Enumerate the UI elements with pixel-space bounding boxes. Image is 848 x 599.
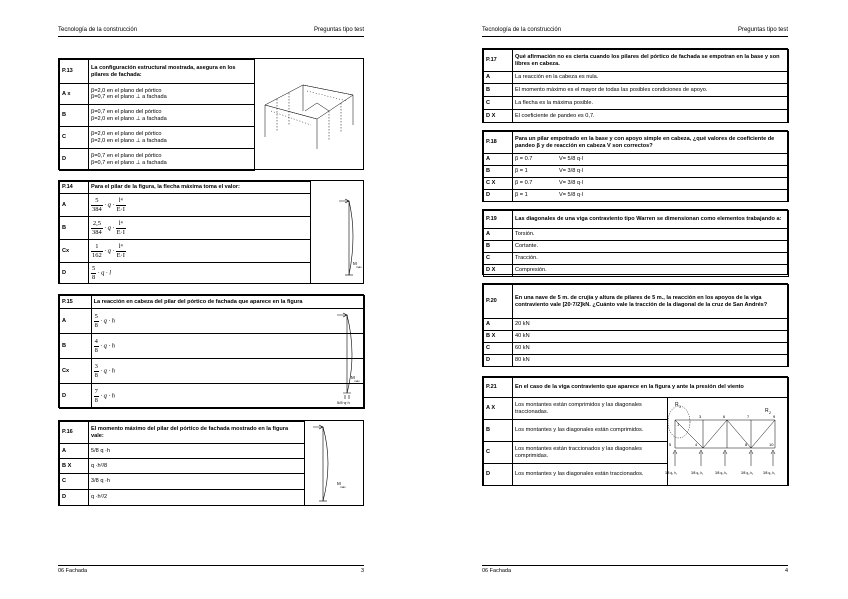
question-number: P.20 bbox=[484, 285, 513, 319]
question-p21 bbox=[482, 376, 788, 486]
svg-text:3/8 q₅ h₅: 3/8 q₅ h₅ bbox=[763, 471, 776, 475]
option-key[interactable]: A bbox=[484, 154, 513, 166]
option-reaction[interactable]: V= 3/8 q·l bbox=[557, 178, 789, 190]
option-text[interactable] bbox=[89, 127, 255, 149]
option-key[interactable]: D bbox=[60, 384, 92, 409]
option-key[interactable]: A X bbox=[484, 398, 513, 420]
option-line: β=0,7 en el plano del pórtico bbox=[91, 153, 162, 160]
option-key[interactable]: C bbox=[484, 253, 513, 265]
svg-text:2: 2 bbox=[769, 411, 771, 415]
question-text: Las diagonales de una viga contraviento tipo Warren se dimensionan como elementos trabajando a: bbox=[513, 211, 789, 229]
svg-text:máx: máx bbox=[356, 265, 362, 269]
option-text[interactable]: Cortante. bbox=[513, 241, 789, 253]
option-key[interactable]: A bbox=[60, 309, 92, 334]
option-line: β=0,7 en el plano ⊥ a fachada bbox=[91, 159, 167, 166]
option-key[interactable]: B bbox=[484, 166, 513, 178]
option-formula[interactable]: $\frac{3}{8}$ · q · h bbox=[91, 359, 364, 384]
question-p16 bbox=[58, 420, 364, 506]
page-number: 3 bbox=[360, 568, 364, 574]
option-text[interactable] bbox=[89, 149, 255, 171]
question-p14 bbox=[58, 180, 364, 284]
svg-text:M: M bbox=[353, 261, 357, 266]
option-key[interactable]: B X bbox=[60, 459, 89, 474]
option-line: β=2,0 en el plano ⊥ a fachada bbox=[91, 115, 167, 122]
option-text[interactable]: Los montantes están traccionados y las diagonales comprimidas. bbox=[513, 442, 668, 464]
question-text: Qué afirmación no es cierta cuando los pilares del pórtico de fachada se empotran en la base y son libres en cabeza. bbox=[513, 50, 789, 72]
svg-text:4: 4 bbox=[695, 442, 698, 447]
option-key[interactable]: A bbox=[484, 229, 513, 241]
option-text[interactable]: La reacción en la cabeza es nula. bbox=[513, 72, 789, 84]
header-section: Preguntas tipo test bbox=[313, 27, 364, 33]
option-formula[interactable]: $\frac{7}{8}$ · q · h bbox=[91, 384, 364, 409]
option-beta[interactable]: β = 0.7 bbox=[513, 154, 558, 166]
option-key[interactable]: D bbox=[60, 263, 89, 284]
option-key[interactable]: B X bbox=[484, 331, 513, 343]
question-p13 bbox=[58, 58, 364, 170]
option-key[interactable]: C bbox=[484, 442, 513, 464]
option-line: β=2,0 en el plano del pórtico bbox=[91, 131, 162, 138]
structure-3d-figure bbox=[257, 67, 361, 151]
option-formula[interactable]: $\frac{2,5}{384}$ · q · $\frac{\text{l⁴}}{E\cdot I}$ bbox=[89, 217, 311, 240]
page-footer bbox=[482, 565, 788, 574]
option-key[interactable]: B bbox=[484, 241, 513, 253]
option-key[interactable]: D bbox=[484, 355, 513, 367]
option-beta[interactable]: β = 1 bbox=[513, 166, 558, 178]
option-key[interactable]: Cx bbox=[60, 359, 92, 384]
header-section: Preguntas tipo test bbox=[737, 27, 788, 33]
question-p20 bbox=[482, 283, 788, 367]
question-number: P.14 bbox=[60, 182, 89, 194]
question-p19 bbox=[482, 209, 788, 275]
footer-chapter: 06 Fachada bbox=[58, 568, 88, 574]
option-key[interactable]: B bbox=[60, 217, 89, 240]
option-text[interactable]: El momento máximo es el mayor de todas las posibles condiciones de apoyo. bbox=[513, 84, 789, 97]
svg-text:5: 5 bbox=[669, 442, 672, 447]
option-beta[interactable]: β = 0.7 bbox=[513, 178, 558, 190]
question-text: En el caso de la viga contraviento que aparece en la figura y ante la presión del viento bbox=[513, 378, 789, 398]
option-key[interactable]: C bbox=[60, 127, 89, 149]
option-text[interactable]: El coeficiente de pandeo es 0,7. bbox=[513, 110, 789, 123]
svg-text:3/8 q₃ h₃: 3/8 q₃ h₃ bbox=[715, 471, 728, 475]
question-number: P.21 bbox=[484, 378, 513, 398]
question-p18 bbox=[482, 130, 788, 202]
question-text: Para el pilar de la figura, la flecha máxima toma el valor: bbox=[89, 182, 311, 194]
svg-text:9: 9 bbox=[773, 414, 776, 419]
svg-text:R: R bbox=[765, 408, 769, 414]
option-text[interactable]: La flecha es la máxima posible. bbox=[513, 97, 789, 110]
svg-text:1: 1 bbox=[679, 405, 681, 409]
header-course: Tecnología de la construcción bbox=[482, 27, 562, 33]
question-number: P.13 bbox=[60, 60, 89, 84]
option-key[interactable]: A bbox=[484, 72, 513, 84]
option-key[interactable]: B bbox=[60, 105, 89, 127]
option-reaction[interactable]: V= 3/8 q·l bbox=[557, 166, 789, 178]
option-formula[interactable]: $\frac{5}{8}$ · q · l bbox=[89, 263, 311, 284]
option-formula[interactable]: $\frac{4}{8}$ · q · h bbox=[91, 334, 364, 359]
svg-text:3: 3 bbox=[699, 414, 702, 419]
option-key[interactable]: D X bbox=[484, 265, 513, 277]
option-key[interactable]: A bbox=[484, 319, 513, 331]
question-p17 bbox=[482, 48, 788, 123]
question-number: P.17 bbox=[484, 50, 513, 72]
option-text[interactable]: 40 kN bbox=[513, 331, 789, 343]
column-reaction-figure bbox=[331, 309, 363, 407]
option-formula[interactable]: $\frac{5}{384}$ · q · $\frac{\text{l⁴}}{E\cdot I}$ bbox=[89, 194, 311, 217]
svg-text:3/8 q₁ h₁: 3/8 q₁ h₁ bbox=[665, 471, 677, 475]
option-text[interactable]: Compresión. bbox=[513, 265, 789, 277]
svg-text:10: 10 bbox=[769, 442, 774, 447]
option-line: β=2,0 en el plano del pórtico bbox=[91, 87, 162, 94]
svg-text:1: 1 bbox=[677, 422, 680, 427]
svg-text:6: 6 bbox=[723, 414, 726, 419]
option-key[interactable]: B bbox=[484, 420, 513, 442]
question-text: El momento máximo del pilar del pórtico de fachada mostrado en la figura vale: bbox=[89, 422, 305, 444]
question-text: La configuración estructural mostrada, asegura en los pilares de fachada: bbox=[89, 60, 255, 84]
option-text[interactable]: 20 kN bbox=[513, 319, 789, 331]
question-number: P.16 bbox=[60, 422, 89, 444]
page-header bbox=[58, 27, 364, 37]
svg-text:R: R bbox=[675, 402, 679, 408]
question-number: P.18 bbox=[484, 132, 513, 154]
column-moment-figure bbox=[309, 423, 361, 505]
question-p15 bbox=[58, 294, 364, 408]
option-beta[interactable]: β = 1 bbox=[513, 190, 558, 202]
question-number: P.15 bbox=[60, 296, 92, 309]
option-text[interactable]: Los montantes y las diagonales están traccionados. bbox=[513, 464, 668, 486]
svg-text:máx: máx bbox=[340, 485, 346, 489]
svg-text:M: M bbox=[351, 375, 355, 380]
option-key[interactable]: A x bbox=[60, 84, 89, 105]
option-text[interactable]: Los montantes y las diagonales están comprimidos. bbox=[513, 420, 668, 442]
option-line: β=2,0 en el plano ⊥ a fachada bbox=[91, 137, 167, 144]
option-key[interactable]: D X bbox=[484, 110, 513, 123]
option-text[interactable]: Tracción. bbox=[513, 253, 789, 265]
option-line: β=0,7 en el plano del pórtico bbox=[91, 109, 162, 116]
svg-text:3/8 q₄ h₄: 3/8 q₄ h₄ bbox=[741, 471, 754, 475]
option-formula[interactable]: $\frac{5}{8}$ · q · h bbox=[91, 309, 364, 334]
option-key[interactable]: D bbox=[484, 190, 513, 202]
right-page bbox=[424, 0, 848, 599]
column-deflection-figure bbox=[335, 195, 363, 281]
page-footer bbox=[58, 565, 364, 574]
page-header bbox=[482, 27, 788, 37]
option-text[interactable]: q ·h²/2 bbox=[89, 490, 305, 506]
svg-text:M: M bbox=[337, 481, 341, 486]
option-key[interactable]: C bbox=[60, 474, 89, 490]
option-key[interactable]: A bbox=[60, 444, 89, 459]
question-text: En una nave de 5 m. de crujía y altura de pilares de 5 m., la reacción en los apoyos de la viga contraviento vale [20·7/2]kN. ¿Cuánto vale la tracción de la diagonal de la cruz de San Andrés? bbox=[513, 285, 789, 319]
option-text[interactable] bbox=[89, 105, 255, 127]
option-key[interactable]: A bbox=[60, 194, 89, 217]
option-text[interactable]: q ·h²/8 bbox=[89, 459, 305, 474]
question-text: La reacción en cabeza del pilar del pórtico de fachada que aparece en la figura bbox=[91, 296, 364, 309]
option-text[interactable] bbox=[89, 84, 255, 105]
option-key[interactable]: D bbox=[484, 464, 513, 486]
question-text: Para un pilar empotrado en la base y con apoyo simple en cabeza, ¿qué valores de coeficiente de pandeo β y de reacción en cabeza V son correctos? bbox=[513, 132, 789, 154]
option-key[interactable]: C bbox=[484, 343, 513, 355]
option-text[interactable]: Torsión. bbox=[513, 229, 789, 241]
question-number: P.19 bbox=[484, 211, 513, 229]
svg-text:máx: máx bbox=[354, 379, 360, 383]
option-text[interactable]: 60 kN bbox=[513, 343, 789, 355]
footer-chapter: 06 Fachada bbox=[482, 568, 512, 574]
page-number: 4 bbox=[784, 568, 788, 574]
svg-text:5/8·q·h: 5/8·q·h bbox=[337, 400, 350, 405]
option-text[interactable]: 5/8 q ·h bbox=[89, 444, 305, 459]
option-line: β=0,7 en el plano ⊥ a fachada bbox=[91, 94, 167, 100]
svg-text:3/8 q₂ h₂: 3/8 q₂ h₂ bbox=[691, 471, 704, 475]
option-key[interactable]: D bbox=[60, 490, 89, 506]
option-key[interactable]: B bbox=[484, 84, 513, 97]
option-key[interactable]: C bbox=[484, 97, 513, 110]
option-key[interactable]: Cx bbox=[60, 240, 89, 263]
option-text[interactable]: 3/8 q ·h bbox=[89, 474, 305, 490]
warren-truss-figure bbox=[665, 398, 787, 485]
option-text[interactable]: 80 kN bbox=[513, 355, 789, 367]
option-key[interactable]: C X bbox=[484, 178, 513, 190]
option-reaction[interactable]: V= 5/8 q·l bbox=[557, 190, 789, 202]
option-key[interactable]: B bbox=[60, 334, 92, 359]
header-course: Tecnología de la construcción bbox=[58, 27, 138, 33]
option-key[interactable]: D bbox=[60, 149, 89, 171]
svg-text:8: 8 bbox=[745, 442, 748, 447]
svg-text:7: 7 bbox=[747, 414, 750, 419]
option-reaction[interactable]: V= 5/8 q·l bbox=[557, 154, 789, 166]
option-text[interactable]: Los montantes están comprimidos y las diagonales traccionadas. bbox=[513, 398, 668, 420]
option-formula[interactable]: $\frac{1}{162}$ · q · $\frac{\text{l⁴}}{E\cdot I}$ bbox=[89, 240, 311, 263]
